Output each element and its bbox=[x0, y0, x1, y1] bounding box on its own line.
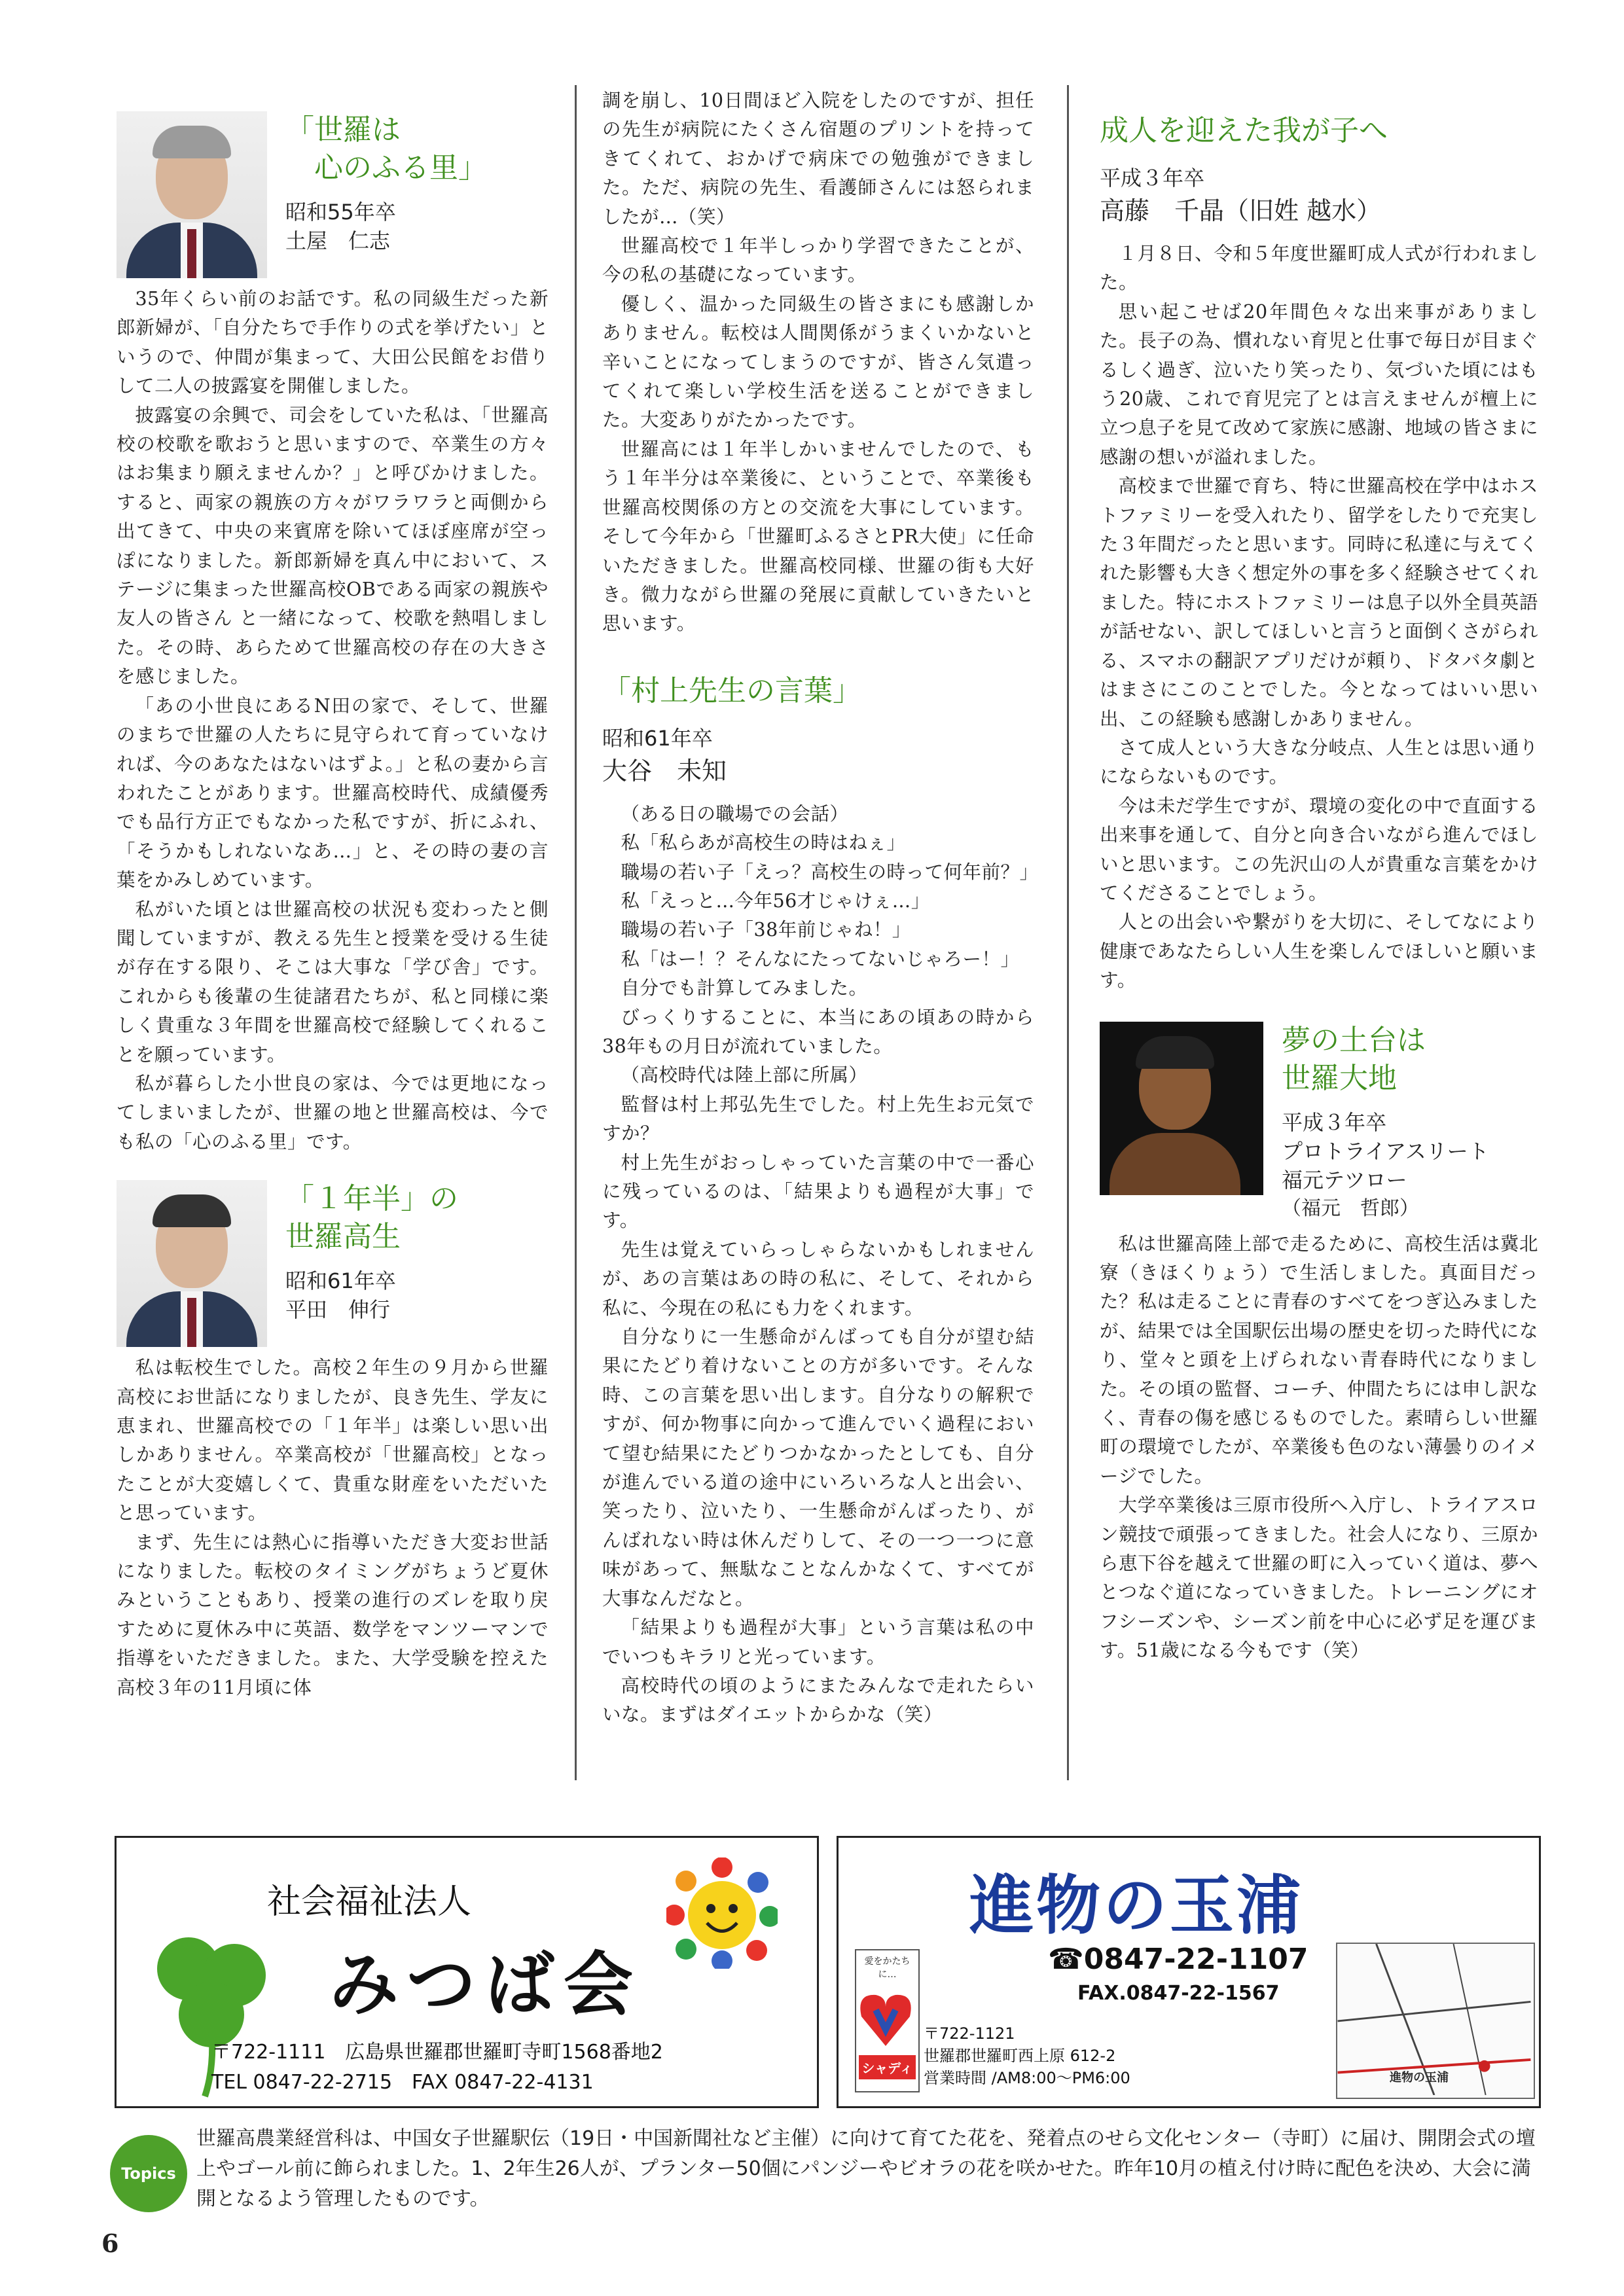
paragraph: 私がいた頃とは世羅高校の状況も変わったと側聞していますが、教える先生と授業を受ける生徒が存在する限り、そこは大事な「学び舎」です。これからも後輩の生徒諸君たちが、私と同様に楽しく貴重な３年間を世羅高校で経験してくれることを願っています。 bbox=[117, 898, 549, 1066]
ad-tamaura bbox=[837, 1836, 1541, 2108]
article-body bbox=[602, 800, 1039, 1730]
article-body bbox=[117, 285, 549, 1157]
article-ichinenhan bbox=[117, 1180, 549, 1702]
graduation-year: 昭和61年卒 bbox=[602, 725, 713, 751]
graduation-year: 昭和55年卒 bbox=[285, 200, 396, 224]
paragraph: まず、先生には熱心に指導いただき大変お世話になりました。転校のタイミングがちょうど夏休みということもあり、授業の進行のズレを取り戻すために夏休み中に英語、数学をマンツーマンで指導をいただきました。また、大学受験を控えた高校３年の11月頃に体 bbox=[117, 1531, 549, 1698]
shadi-tagline: 愛をかたちに… bbox=[864, 1956, 911, 1980]
paragraph: 調を崩し、10日間ほど入院をしたのですが、担任の先生が病院にたくさん宿題のプリントを持ってきてくれて、おかげで病床での勉強ができました。ただ、病院の先生、看護師さんには怒られましたが…（笑） bbox=[602, 90, 1034, 228]
portrait-tsuchiya bbox=[117, 111, 267, 278]
paragraph: （高校時代は陸上部に所属） bbox=[621, 1064, 868, 1086]
paragraph: 私「えっと…今年56才じゃけぇ…」 bbox=[621, 889, 930, 912]
column-divider-2 bbox=[1067, 85, 1069, 1780]
column-divider-1 bbox=[575, 85, 577, 1780]
author-name: 福元テツロー bbox=[1282, 1167, 1407, 1193]
author-name: 高藤 千晶（旧姓 越水） bbox=[1100, 196, 1382, 225]
paragraph: 村上先生がおっしゃっていた言葉の中で一番心に残っているのは、「結果よりも過程が大事」です。 bbox=[602, 1151, 1034, 1232]
paragraph: 大学卒業後は三原市役所へ入庁し、トライアスロン競技で頑張ってきました。社会人になり、三原から恵下谷を越えて世羅の町に入っていく道は、夢へとつなぐ道になっていきました。トレーニングにオフシーズンや、シーズン前を中心に必ず足を運びます。51歳になる今もです（笑） bbox=[1100, 1494, 1538, 1662]
headline: 「１年半」の 世羅高生 bbox=[285, 1182, 458, 1254]
organization-type: 社会福祉法人 bbox=[267, 1882, 472, 1922]
column-middle bbox=[602, 86, 1039, 1730]
sun-mascot-icon bbox=[666, 1857, 778, 1969]
paragraph: さて成人という大きな分岐点、人生とは思い通りにならないものです。 bbox=[1100, 736, 1538, 788]
paragraph: 職場の若い子「えっ？高校生の時って何年前？」 bbox=[621, 861, 1039, 883]
shop-name: 進物の玉浦 bbox=[969, 1869, 1304, 1943]
graduation-year: 平成３年卒 bbox=[1100, 166, 1205, 190]
shadi-name: シャディ bbox=[859, 2055, 916, 2079]
paragraph: 世羅高には１年半しかいませんでしたので、もう１年半分は卒業後に、ということで、卒業後も世羅高校関係の方との交流を大事にしています。そして今年から「世羅町ふるさとPR大使」に任命いただきました。世羅高校同様、世羅の街も大好き。微力ながら世羅の発展に貢献していきたいと思います。 bbox=[602, 438, 1034, 635]
paragraph: 職場の若い子「38年前じゃね！」 bbox=[621, 919, 911, 941]
author-name: 土屋 仁志 bbox=[285, 228, 391, 253]
portrait-fukumoto bbox=[1100, 1022, 1263, 1195]
graduation-year: 昭和61年卒 bbox=[285, 1268, 396, 1294]
paragraph: 先生は覚えていらっしゃらないかもしれませんが、あの言葉はあの時の私に、そして、それから私に、今現在の私にも力をくれます。 bbox=[602, 1238, 1034, 1319]
paragraph: １月８日、令和５年度世羅町成人式が行われました。 bbox=[1100, 243, 1538, 294]
paragraph: 私は世羅高陸上部で走るために、高校生活は冀北寮（きほくりょう）で生活しました。真面目だった？私は走ることに青春のすべてをつぎ込みましたが、結果では全国駅伝出場の歴史を切った時代になり、堂々と頭を上げられない青春時代になりました。その頃の監督、コーチ、仲間たちには申し訳なく、青春の傷を感じるものでした。素晴らしい世羅町の環境でしたが、卒業後も色のない薄曇りのイメージでした。 bbox=[1100, 1232, 1538, 1487]
access-map bbox=[1336, 1943, 1535, 2099]
article-seijin bbox=[1100, 111, 1538, 996]
paragraph: 世羅高校で１年半しっかり学習できたことが、今の私の基礎になっています。 bbox=[602, 235, 1034, 286]
paragraph: 私「私らあが高校生の時はねぇ」 bbox=[621, 832, 906, 854]
column-right bbox=[1100, 98, 1538, 1666]
paragraph: 披露宴の余興で、司会をしていた私は、「世羅高校の校歌を歌おうと思いますので、卒業生の方々はお集まり願えませんか？」と呼びかけました。すると、両家の親族の方々がワラワラと両側から出てきて、中央の来賓席を除いてほぼ座席が空っぽになりました。新郎新婦を真ん中において、ステージに集まった世羅高校OBである両家の親族や友人の皆さん と一緒になって、校歌を熱唱しました。その時、あらためて世羅高校の存在の大きさを感じました。 bbox=[117, 404, 549, 688]
ad-mitsuba bbox=[115, 1836, 819, 2108]
map-shop-label: 進物の玉浦 bbox=[1390, 2071, 1449, 2085]
topics-text: 世羅高農業経営科は、中国女子世羅駅伝（19日・中国新聞社など主催）に向けて育てた花を、発着点のせら文化センター（寺町）に届け、開閉会式の壇上やゴール前に飾られました。1、2年生26人が、プランター50個にパンジーやビオラの花を咲かせた。昨年10月の植え付け時に配色を決め、大会に満開となるよう管理したものです。 bbox=[196, 2127, 1536, 2210]
heart-icon bbox=[856, 1981, 915, 2053]
topics-badge: Topics bbox=[110, 2135, 187, 2212]
headline: 成人を迎えた我が子へ bbox=[1100, 114, 1388, 147]
shadi-logo bbox=[855, 1949, 920, 2092]
article-murakami bbox=[602, 672, 1039, 1730]
paragraph: 今は未だ学生ですが、環境の変化の中で直面する出来事を通して、自分と向き合いながら進んでほしいと思います。この先沢山の人が貴重な言葉をかけてくださることでしょう。 bbox=[1100, 795, 1538, 904]
paragraph: 私が暮らした小世良の家は、今では更地になってしまいましたが、世羅の地と世羅高校は、今でも私の「心のふる里」です。 bbox=[117, 1072, 549, 1153]
contact-address: 〒722-1111 広島県世羅郡世羅町寺町1568番地2 TEL 0847-22-2715 FAX 0847-22-4131 bbox=[211, 2041, 663, 2094]
article-kokoro bbox=[117, 111, 549, 1157]
paragraph: 35年くらい前のお話です。私の同級生だった新郎新婦が、「自分たちで手作りの式を挙げたい」というので、仲間が集まって、大田公民館をお借りして二人の披露宴を開催しました。 bbox=[117, 288, 549, 397]
fax-number: FAX.0847-22-1567 bbox=[1077, 1982, 1280, 2005]
article-body bbox=[1100, 1230, 1538, 1666]
page-number: 6 bbox=[101, 2229, 119, 2258]
shop-address: 〒722-1121 世羅郡世羅町西上原 612-2 営業時間 /AM8:00～PM6:00 bbox=[924, 2024, 1130, 2087]
article-continued bbox=[602, 86, 1034, 639]
paragraph: 「結果よりも過程が大事」という言葉は私の中でいつもキラリと光っています。 bbox=[602, 1617, 1034, 1668]
portrait-hirata bbox=[117, 1180, 267, 1347]
paragraph: びっくりすることに、本当にあの頃あの時から38年もの月日が流れていました。 bbox=[602, 1006, 1034, 1057]
paragraph: 自分なりに一生懸命がんばっても自分が望む結果にたどり着けないことの方が多いです。そんな時、この言葉を思い出します。自分なりの解釈ですが、何か物事に向かって進んでいく過程において望む結果にたどりつかなかったとしても、自分が進んでいる道の途中にいろいろな人と出会い、笑ったり、泣いたり、一生懸命がんばったり、がんばれない時は休んだりして、その一つ一つに意味があって、無駄なことなんかなくて、すべてが大事なんだなと。 bbox=[602, 1326, 1034, 1609]
organization-name: みつば会 bbox=[329, 1945, 642, 2025]
paragraph: （ある日の職場での会話） bbox=[621, 802, 849, 825]
paragraph: 自分でも計算してみました。 bbox=[621, 977, 868, 999]
article-body bbox=[1100, 240, 1538, 996]
article-body bbox=[117, 1354, 549, 1702]
paragraph: 高校まで世羅で育ち、特に世羅高校在学中はホストファミリーを受入れたり、留学をしたりで充実した３年間だったと思います。同時に私達に与えてくれた影響も大きく想定外の事を多く経験させてくれました。特にホストファミリーは息子以外全員英語が話せない、訳してほしいと言うと面倒くさがられる、スマホの翻訳アプリだけが頼り、ドタバタ劇とはまさにこのことでした。今となってはいい思い出、この経験も感謝しかありません。 bbox=[1100, 475, 1538, 730]
headline: 「村上先生の言葉」 bbox=[602, 673, 861, 708]
paragraph: 監督は村上邦弘先生でした。村上先生お元気ですか？ bbox=[602, 1093, 1034, 1145]
article-yume bbox=[1100, 1022, 1538, 1666]
author-real-name: （福元 哲郎） bbox=[1282, 1196, 1419, 1220]
paragraph: 「あの小世良にあるN田の家で、そして、世羅のまちで世羅の人たちに見守られて育っていなければ、今のあなたはないはずよ。」と私の妻から言われたことがあります。世羅高校時代、成績優秀でも品行方正でもなかった私ですが、折にふれ、「そうかもしれないなあ…」と、その時の妻の言葉をかみしめています。 bbox=[117, 694, 549, 891]
paragraph: 思い起こせば20年間色々な出来事がありました。長子の為、慣れない育児と仕事で毎日が目まぐるしく過ぎ、泣いたり笑ったり、気づいた頃にはもう20歳、これで育児完了とは言えませんが檀上に立つ息子を見て改めて家族に感謝、地域の皆さまに感謝の想いが溢れました。 bbox=[1100, 300, 1538, 468]
author-name: 大谷 未知 bbox=[602, 756, 727, 785]
graduation-year: 平成３年卒 プロトライアスリート bbox=[1282, 1109, 1489, 1164]
paragraph: 人との出会いや繋がりを大切に、そしてなにより健康であなたらしい人生を楽しんでほしいと願います。 bbox=[1100, 911, 1538, 992]
paragraph: 私は転校生でした。高校２年生の９月から世羅高校にお世話になりましたが、良き先生、学友に恵まれ、世羅高校での「１年半」は楽しい思い出しかありません。卒業高校が「世羅高校」となったことが大変嬉しくて、貴重な財産をいただいたと思っています。 bbox=[117, 1357, 549, 1524]
paragraph: 高校時代の頃のようにまたみんなで走れたらいいな。まずはダイエットからかな（笑） bbox=[602, 1674, 1034, 1726]
phone-number: ☎0847-22-1107 bbox=[1048, 1943, 1308, 1976]
headline: 「世羅は 心のふる里」 bbox=[285, 113, 487, 185]
column-left bbox=[117, 98, 549, 1702]
headline: 夢の土台は 世羅大地 bbox=[1282, 1023, 1426, 1095]
author-name: 平田 伸行 bbox=[285, 1297, 391, 1323]
paragraph: 私「はー！？そんなにたってないじゃろー！」 bbox=[621, 948, 1020, 970]
paragraph: 優しく、温かった同級生の皆さまにも感謝しかありません。転校は人間関係がうまくいかないと辛いことになってしまうのですが、皆さん気遣ってくれて楽しい学校生活を送ることができました。大変ありがたかったです。 bbox=[602, 293, 1034, 431]
